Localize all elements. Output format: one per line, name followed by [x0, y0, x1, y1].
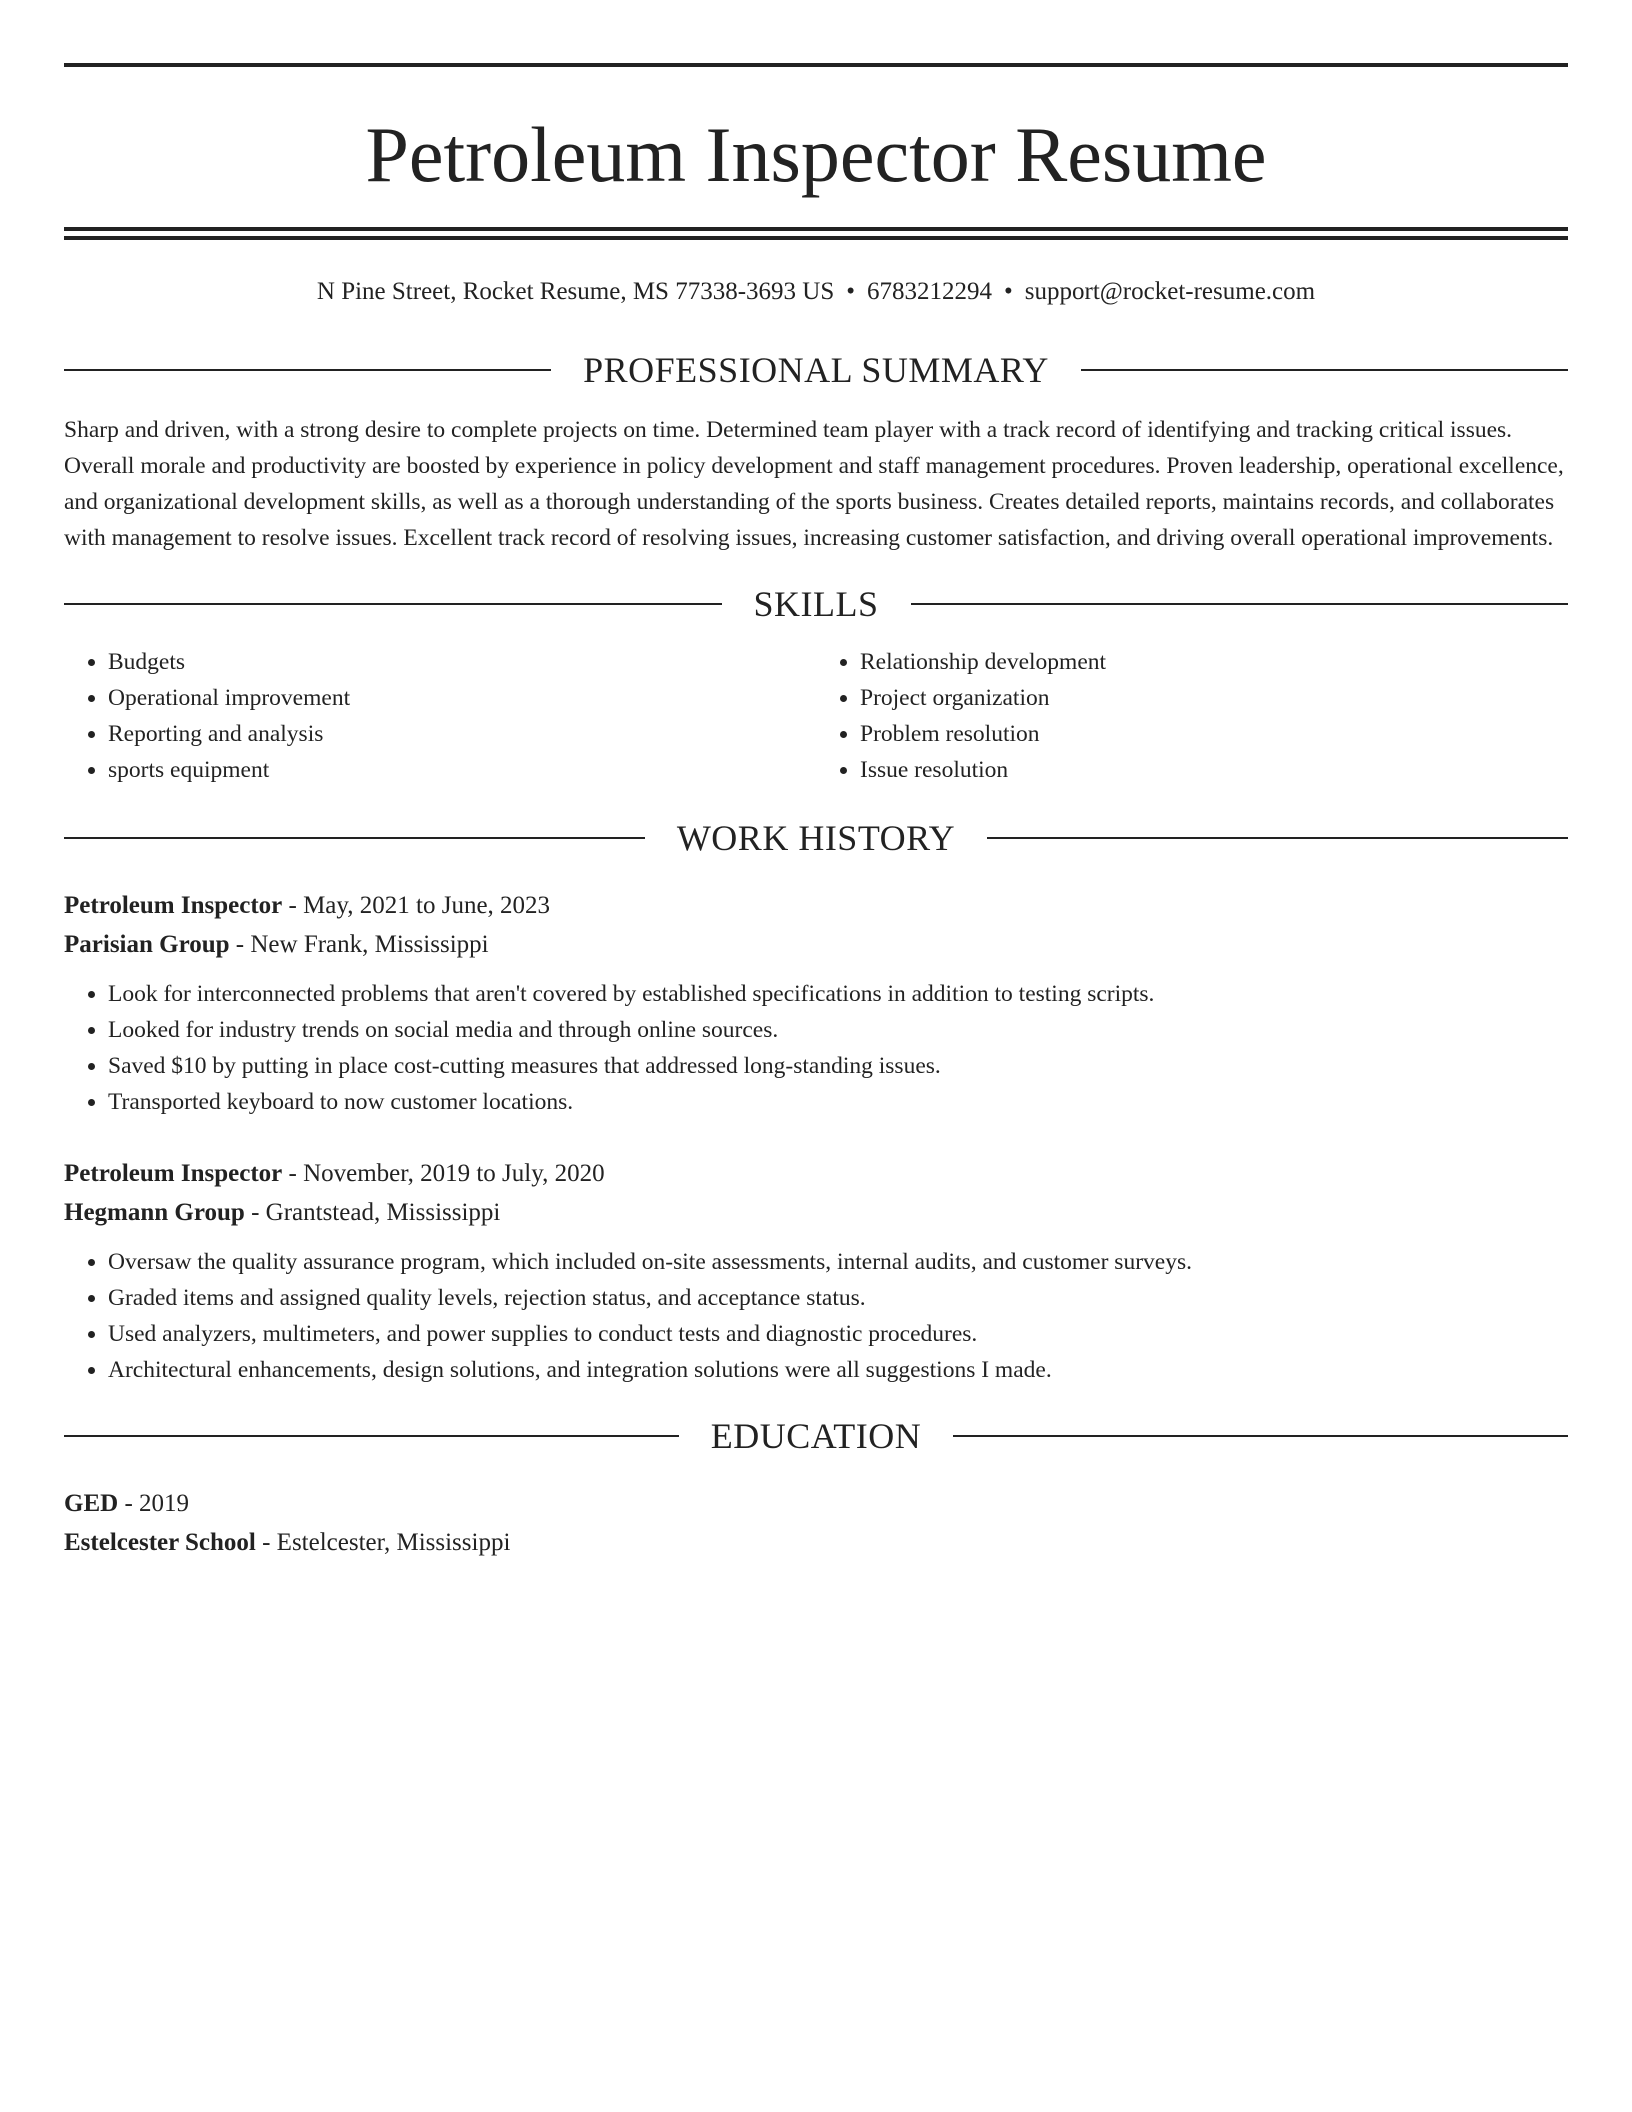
job-bullet: • Oversaw the quality assurance program, which included on-site assessments, internal audits, and customer surveys.: [108, 1244, 1568, 1280]
education-year: - 2019: [118, 1490, 190, 1517]
skill-item: • Operational improvement: [108, 680, 816, 716]
contact-line: [64, 276, 1568, 308]
divider: [953, 1435, 1568, 1437]
skill-item: • sports equipment: [108, 752, 816, 788]
top-rule: [64, 63, 1568, 67]
divider: [64, 369, 551, 371]
job-entry: [64, 1154, 1568, 1388]
section-title: WORK HISTORY: [676, 818, 956, 858]
divider: [1081, 369, 1568, 371]
education-degree: GED: [64, 1490, 119, 1517]
divider: [64, 837, 645, 839]
divider: [64, 1435, 679, 1437]
divider: [987, 837, 1568, 839]
section-title: SKILLS: [753, 584, 879, 624]
job-bullet: • Used analyzers, multimeters, and power supplies to conduct tests and diagnostic procedures.: [108, 1316, 1568, 1352]
contact-separator: •: [846, 278, 856, 305]
job-location: - New Frank, Mississippi: [229, 931, 489, 958]
contact-email: support@rocket-resume.com: [1024, 278, 1316, 305]
education-location: - Estelcester, Mississippi: [255, 1529, 511, 1556]
education-school-line: [64, 1523, 1568, 1562]
skill-item: • Reporting and analysis: [108, 716, 816, 752]
job-bullet: • Saved $10 by putting in place cost-cutting measures that addressed long-standing issues.: [108, 1048, 1568, 1084]
section-title: EDUCATION: [710, 1416, 922, 1456]
job-bullets: [64, 1244, 1568, 1388]
title-rule-upper: [64, 227, 1568, 231]
title-rule-lower: [64, 236, 1568, 240]
education-entry: [64, 1484, 1568, 1562]
education-school: Estelcester School: [64, 1529, 256, 1556]
job-dates: - May, 2021 to June, 2023: [282, 892, 551, 919]
job-bullet: • Look for interconnected problems that aren't covered by established specifications in addition to testing scripts.: [108, 976, 1568, 1012]
summary-text: Sharp and driven, with a strong desire to complete projects on time. Determined team player with a track record of identifying and tracking critical issues. Overall morale and productivity are boosted by experience in policy development and staff management procedures. Proven leadership, operational excellence, and organizational development skills, as well as a thorough understanding of the sports business. Creates detailed reports, maintains records, and collaborates with management to resolve issues. Excellent track record of resolving issues, increasing customer satisfaction, and driving overall operational improvements.: [64, 417, 1564, 551]
skills-column-left: [64, 644, 816, 788]
job-title-line: [64, 1154, 1568, 1193]
job-title-line: [64, 886, 1568, 925]
skills-list: [64, 644, 1568, 788]
job-entry: [64, 886, 1568, 1120]
skills-section-heading: [64, 582, 1568, 626]
job-company-line: [64, 1193, 1568, 1232]
job-bullet: • Looked for industry trends on social media and through online sources.: [108, 1012, 1568, 1048]
job-title: Petroleum Inspector: [64, 892, 283, 919]
contact-separator: •: [1004, 278, 1013, 305]
divider: [64, 603, 722, 605]
job-bullet: • Transported keyboard to now customer locations.: [108, 1084, 1568, 1120]
job-title: Petroleum Inspector: [64, 1160, 283, 1187]
skill-item: • Budgets: [108, 644, 816, 680]
education-section-heading: [64, 1414, 1568, 1458]
job-company-line: [64, 925, 1568, 964]
job-company: Parisian Group: [64, 931, 230, 958]
job-company: Hegmann Group: [64, 1199, 245, 1226]
skill-item: • Project organization: [860, 680, 1568, 716]
job-bullet: • Architectural enhancements, design solutions, and integration solutions were all suggestions I made.: [108, 1352, 1568, 1388]
work-section-heading: [64, 816, 1568, 860]
contact-address: N Pine Street, Rocket Resume, MS 77338-3693 US: [316, 278, 835, 305]
resume-page: [64, 0, 1568, 1562]
job-bullet: • Graded items and assigned quality levels, rejection status, and acceptance status.: [108, 1280, 1568, 1316]
job-bullets: [64, 976, 1568, 1120]
skill-item: • Problem resolution: [860, 716, 1568, 752]
job-location: - Grantstead, Mississippi: [244, 1199, 501, 1226]
skills-column-right: [816, 644, 1568, 788]
job-dates: - November, 2019 to July, 2020: [282, 1160, 605, 1187]
skill-item: • Issue resolution: [860, 752, 1568, 788]
resume-title: Petroleum Inspector Resume: [365, 111, 1267, 198]
section-title: PROFESSIONAL SUMMARY: [583, 350, 1049, 390]
education-degree-line: [64, 1484, 1568, 1523]
divider: [911, 603, 1569, 605]
contact-phone: 6783212294: [867, 278, 993, 305]
summary-section-heading: [64, 348, 1568, 392]
skill-item: • Relationship development: [860, 644, 1568, 680]
